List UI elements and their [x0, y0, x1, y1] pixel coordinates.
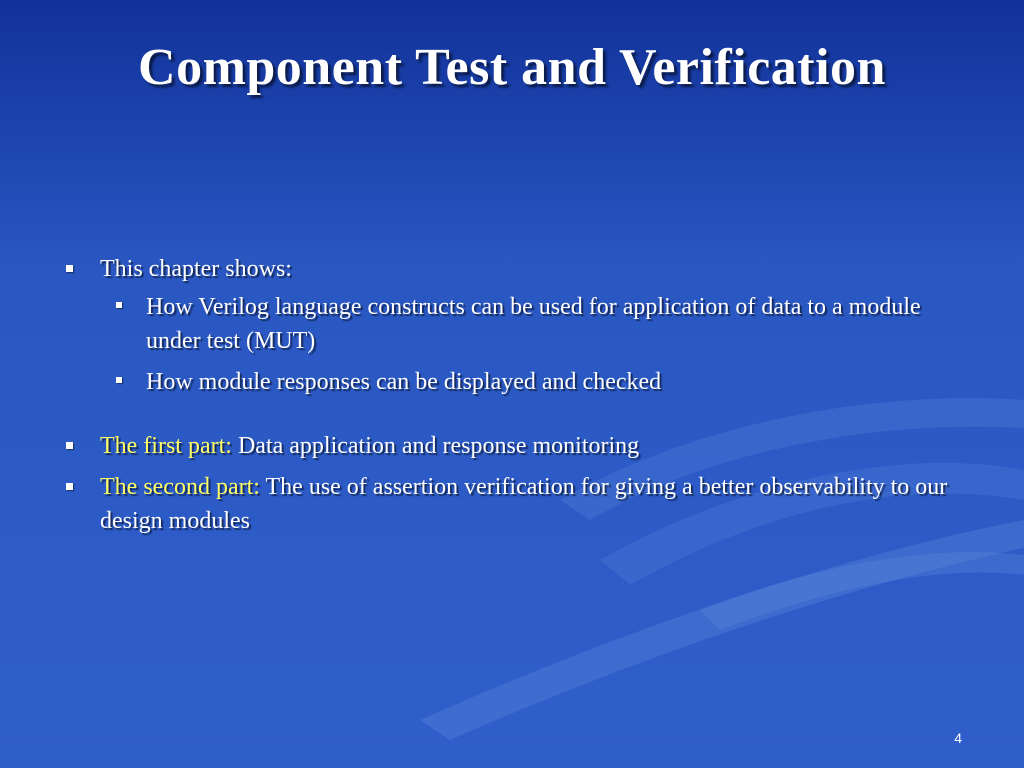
- square-bullet-icon: [66, 442, 73, 449]
- square-bullet-icon: [66, 483, 73, 490]
- sub-bullet-verilog-constructs-text: How Verilog language constructs can be used for application of data to a module under test (MUT): [146, 294, 921, 354]
- square-bullet-icon: [116, 302, 122, 308]
- sub-bullet-verilog-constructs: [60, 290, 960, 358]
- page-number: 4: [954, 730, 962, 746]
- bullet-intro-text: This chapter shows:: [100, 256, 292, 282]
- slide-content: [60, 252, 960, 538]
- second-part-text: The use of assertion verification for giving a better observability to our design modules: [100, 474, 948, 534]
- sub-bullet-module-responses-text: How module responses can be displayed and checked: [146, 369, 662, 395]
- first-part-label: The first part:: [100, 433, 232, 459]
- bullet-second-part: [60, 470, 960, 538]
- bullet-intro: [60, 252, 960, 286]
- square-bullet-icon: [66, 265, 73, 272]
- bullet-first-part: [60, 429, 960, 463]
- slide-title: Component Test and Verification: [138, 39, 886, 96]
- sub-bullet-module-responses: [60, 365, 960, 399]
- square-bullet-icon: [116, 377, 122, 383]
- first-part-text: Data application and response monitoring: [231, 433, 640, 459]
- second-part-label: The second part:: [100, 474, 260, 500]
